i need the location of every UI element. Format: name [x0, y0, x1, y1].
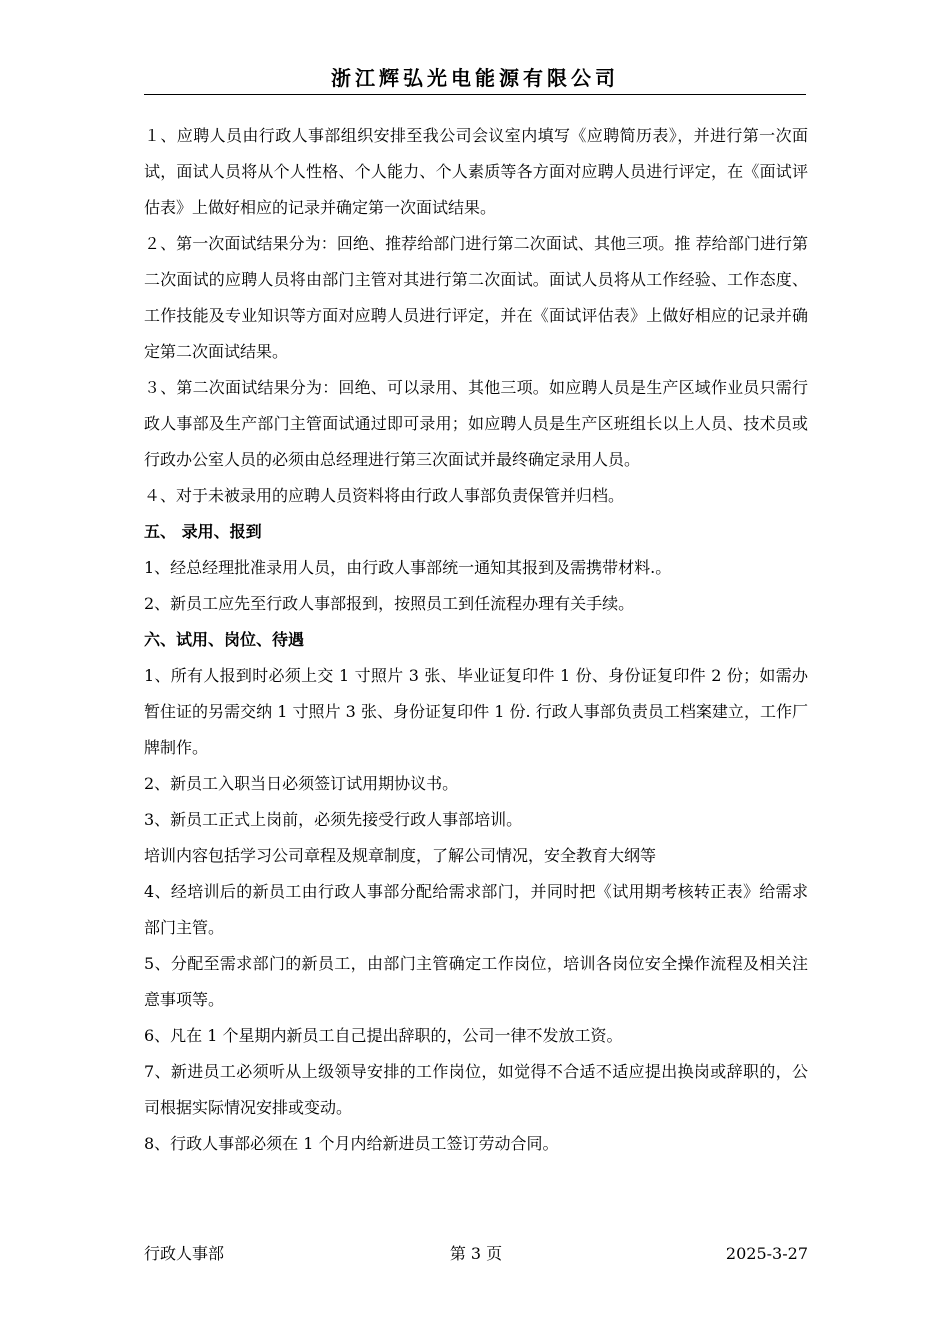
- paragraph-6-6: 6、凡在 1 个星期内新员工自己提出辞职的，公司一律不发放工资。: [144, 1026, 623, 1045]
- company-title: 浙江辉弘光电能源有限公司: [331, 66, 619, 90]
- footer-date: 2025-3-27: [725, 1244, 808, 1263]
- page-header: [144, 62, 806, 95]
- paragraph-6-5: 5、分配至需求部门的新员工，由部门主管确定工作岗位，培训各岗位安全操作流程及相关注意事项等。: [144, 954, 808, 1009]
- document-body: [144, 118, 808, 1162]
- paragraph-3: ３、第二次面试结果分为：回绝、可以录用、其他三项。如应聘人员是生产区域作业员只需行政人事部及生产部门主管面试通过即可录用；如应聘人员是生产区班组长以上人员、技术员或行政办公室人员的必须由总经理进行第三次面试并最终确定录用人员。: [144, 378, 808, 469]
- page-footer: [144, 1242, 808, 1266]
- footer-page-number: 第 3 页: [449, 1244, 503, 1263]
- paragraph-6-7: 7、新进员工必须听从上级领导安排的工作岗位，如觉得不合适不适应提出换岗或辞职的，公司根据实际情况安排或变动。: [144, 1062, 808, 1117]
- section-heading-6: 六、试用、岗位、待遇: [144, 630, 305, 649]
- paragraph-6-8: 8、行政人事部必须在 1 个月内给新进员工签订劳动合同。: [144, 1134, 559, 1153]
- paragraph-6-3-detail: 培训内容包括学习公司章程及规章制度，了解公司情况，安全教育大纲等: [144, 846, 657, 865]
- paragraph-6-3: 3、新员工正式上岗前，必须先接受行政人事部培训。: [144, 810, 523, 829]
- paragraph-5-1: 1、经总经理批准录用人员，由行政人事部统一通知其报到及需携带材料.。: [144, 558, 672, 577]
- paragraph-6-1: 1、所有人报到时必须上交 1 寸照片 3 张、毕业证复印件 1 份、身份证复印件 2 份；如需办暂住证的另需交纳 1 寸照片 3 张、身份证复印件 1 份. 行政人事部负责员工档案建立，工作厂牌制作。: [144, 666, 808, 757]
- section-heading-5: 五、 录用、报到: [144, 522, 262, 541]
- paragraph-1: １、应聘人员由行政人事部组织安排至我公司会议室内填写《应聘简历表》，并进行第一次面试，面试人员将从个人性格、个人能力、个人素质等各方面对应聘人员进行评定，在《面试评估表》上做好相应的记录并确定第一次面试结果。: [144, 126, 808, 217]
- paragraph-4: ４、对于未被录用的应聘人员资料将由行政人事部负责保管并归档。: [144, 486, 625, 505]
- paragraph-6-2: 2、新员工入职当日必须签订试用期协议书。: [144, 774, 459, 793]
- paragraph-6-4: 4、经培训后的新员工由行政人事部分配给需求部门，并同时把《试用期考核转正表》给需求部门主管。: [144, 882, 808, 937]
- footer-department: 行政人事部: [144, 1244, 225, 1263]
- paragraph-2: ２、第一次面试结果分为：回绝、推荐给部门进行第二次面试、其他三项。推 荐给部门进行第二次面试的应聘人员将由部门主管对其进行第二次面试。面试人员将从工作经验、工作态度、工作技能及专业知识等方面对应聘人员进行评定，并在《面试评估表》上做好相应的记录并确定第二次面试结果。: [144, 234, 808, 361]
- paragraph-5-2: 2、新员工应先至行政人事部报到，按照员工到任流程办理有关手续。: [144, 594, 635, 613]
